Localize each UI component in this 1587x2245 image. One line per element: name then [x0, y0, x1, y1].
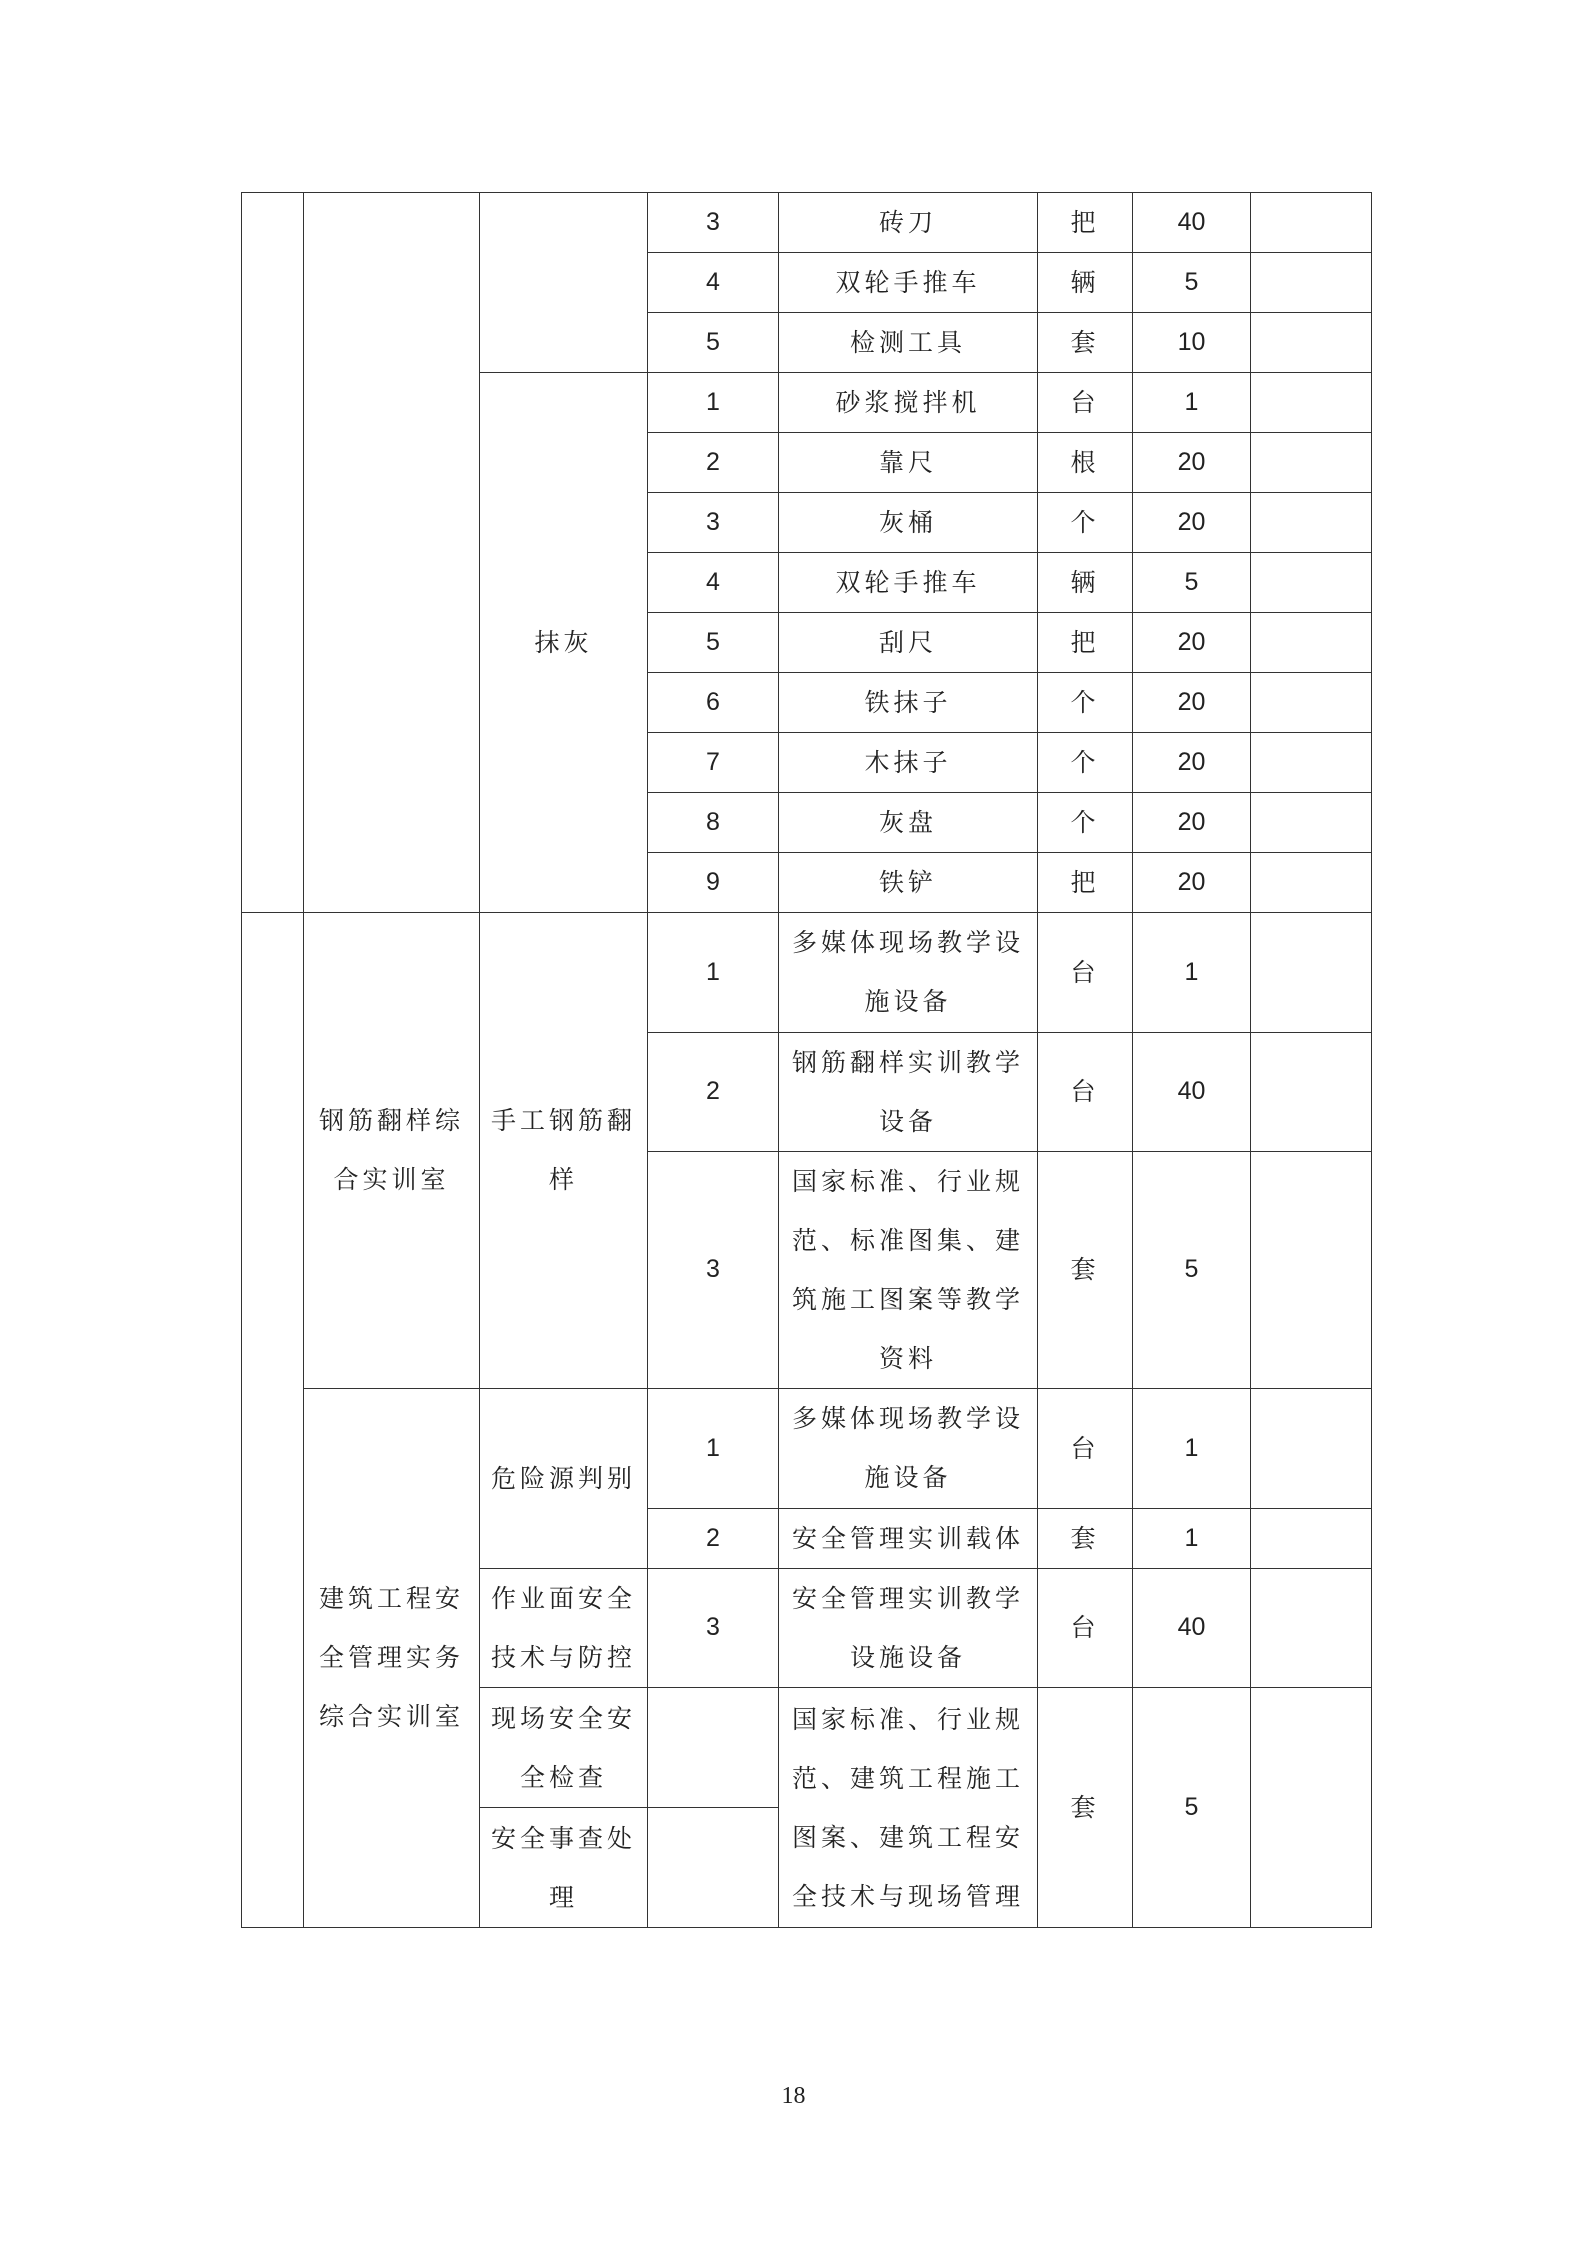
cell-seq: 5: [648, 613, 779, 673]
cell-project: 危险源判别: [480, 1388, 648, 1568]
cell-room: 钢筋翻样综合实训室: [304, 913, 480, 1389]
cell-equipment: 多媒体现场教学设施设备: [779, 913, 1038, 1033]
cell-seq: 2: [648, 1508, 779, 1568]
cell-col0-b: [242, 913, 304, 1928]
cell-remark: [1251, 1688, 1372, 1928]
cell-remark: [1251, 1388, 1372, 1508]
cell-col0-a: [242, 193, 304, 913]
cell-qty: 40: [1133, 1032, 1251, 1151]
cell-qty: 1: [1133, 913, 1251, 1033]
cell-qty: 5: [1133, 553, 1251, 613]
cell-qty: 5: [1133, 253, 1251, 313]
cell-seq: 4: [648, 553, 779, 613]
cell-remark: [1251, 313, 1372, 373]
cell-seq: 9: [648, 853, 779, 913]
cell-project-a: [480, 193, 648, 373]
equipment-table: [241, 192, 1372, 1928]
cell-equipment: 国家标准、行业规范、建筑工程施工图案、建筑工程安全技术与现场管理: [779, 1688, 1038, 1928]
cell-seq: 2: [648, 1032, 779, 1151]
cell-seq: [648, 1688, 779, 1808]
cell-equipment: 检测工具: [779, 313, 1038, 373]
cell-remark: [1251, 733, 1372, 793]
cell-equipment: 铁铲: [779, 853, 1038, 913]
table-body: [242, 193, 1372, 1928]
cell-unit: 把: [1038, 853, 1133, 913]
cell-remark: [1251, 553, 1372, 613]
cell-unit: 套: [1038, 1508, 1133, 1568]
cell-unit: 台: [1038, 1568, 1133, 1688]
cell-qty: 40: [1133, 193, 1251, 253]
cell-unit: 辆: [1038, 553, 1133, 613]
cell-project: 抹灰: [480, 373, 648, 913]
cell-seq: 8: [648, 793, 779, 853]
cell-seq: 1: [648, 1388, 779, 1508]
cell-qty: 20: [1133, 793, 1251, 853]
cell-equipment: 灰盘: [779, 793, 1038, 853]
cell-equipment: 砖刀: [779, 193, 1038, 253]
cell-qty: 20: [1133, 853, 1251, 913]
cell-seq: 3: [648, 193, 779, 253]
cell-remark: [1251, 253, 1372, 313]
cell-seq: 1: [648, 913, 779, 1033]
cell-remark: [1251, 853, 1372, 913]
cell-seq: [648, 1808, 779, 1928]
cell-project: 现场安全安全检查: [480, 1688, 648, 1808]
cell-remark: [1251, 433, 1372, 493]
cell-equipment: 刮尺: [779, 613, 1038, 673]
cell-remark: [1251, 673, 1372, 733]
cell-unit: 个: [1038, 673, 1133, 733]
cell-equipment: 灰桶: [779, 493, 1038, 553]
table-row: [242, 1388, 1372, 1448]
cell-unit: 辆: [1038, 253, 1133, 313]
cell-equipment: 铁抹子: [779, 673, 1038, 733]
cell-seq: 7: [648, 733, 779, 793]
cell-remark: [1251, 493, 1372, 553]
cell-equipment: 安全管理实训教学设施设备: [779, 1568, 1038, 1688]
cell-unit: 台: [1038, 373, 1133, 433]
cell-seq: 2: [648, 433, 779, 493]
cell-seq: 3: [648, 1568, 779, 1688]
cell-unit: 台: [1038, 913, 1133, 1033]
cell-qty: 20: [1133, 733, 1251, 793]
cell-qty: 10: [1133, 313, 1251, 373]
cell-equipment: 双轮手推车: [779, 553, 1038, 613]
cell-remark: [1251, 613, 1372, 673]
cell-qty: 1: [1133, 1388, 1251, 1508]
cell-unit: 套: [1038, 1151, 1133, 1388]
cell-remark: [1251, 373, 1372, 433]
cell-unit: 台: [1038, 1032, 1133, 1151]
cell-qty: 20: [1133, 673, 1251, 733]
cell-unit: 根: [1038, 433, 1133, 493]
cell-remark: [1251, 1151, 1372, 1388]
cell-room: 建筑工程安全管理实务综合实训室: [304, 1388, 480, 1927]
cell-equipment: 国家标准、行业规范、标准图集、建筑施工图案等教学资料: [779, 1151, 1038, 1388]
cell-room-a: [304, 193, 480, 913]
cell-project: 手工钢筋翻样: [480, 913, 648, 1389]
cell-remark: [1251, 1508, 1372, 1568]
cell-unit: 个: [1038, 733, 1133, 793]
cell-seq: 5: [648, 313, 779, 373]
cell-remark: [1251, 193, 1372, 253]
cell-project: 安全事查处理: [480, 1808, 648, 1928]
cell-unit: 套: [1038, 313, 1133, 373]
cell-qty: 40: [1133, 1568, 1251, 1688]
cell-seq: 1: [648, 373, 779, 433]
cell-equipment: 砂浆搅拌机: [779, 373, 1038, 433]
cell-unit: 台: [1038, 1388, 1133, 1508]
cell-qty: 5: [1133, 1688, 1251, 1928]
cell-seq: 3: [648, 493, 779, 553]
cell-qty: 1: [1133, 373, 1251, 433]
cell-equipment: 木抹子: [779, 733, 1038, 793]
cell-unit: 个: [1038, 793, 1133, 853]
cell-remark: [1251, 1568, 1372, 1688]
page-number: 18: [781, 2083, 806, 2109]
cell-unit: 把: [1038, 193, 1133, 253]
cell-seq: 3: [648, 1151, 779, 1388]
cell-equipment: 双轮手推车: [779, 253, 1038, 313]
cell-unit: 个: [1038, 493, 1133, 553]
cell-unit: 套: [1038, 1688, 1133, 1928]
table-row: [242, 193, 1372, 253]
cell-equipment: 钢筋翻样实训教学设备: [779, 1032, 1038, 1151]
cell-equipment: 靠尺: [779, 433, 1038, 493]
cell-remark: [1251, 793, 1372, 853]
cell-seq: 4: [648, 253, 779, 313]
cell-equipment: 安全管理实训载体: [779, 1508, 1038, 1568]
cell-seq: 6: [648, 673, 779, 733]
cell-qty: 5: [1133, 1151, 1251, 1388]
cell-qty: 1: [1133, 1508, 1251, 1568]
cell-equipment: 多媒体现场教学设施设备: [779, 1388, 1038, 1508]
cell-project: 作业面安全技术与防控: [480, 1568, 648, 1688]
cell-remark: [1251, 913, 1372, 1033]
cell-qty: 20: [1133, 613, 1251, 673]
cell-qty: 20: [1133, 433, 1251, 493]
cell-qty: 20: [1133, 493, 1251, 553]
cell-remark: [1251, 1032, 1372, 1151]
table-row: [242, 913, 1372, 973]
cell-unit: 把: [1038, 613, 1133, 673]
